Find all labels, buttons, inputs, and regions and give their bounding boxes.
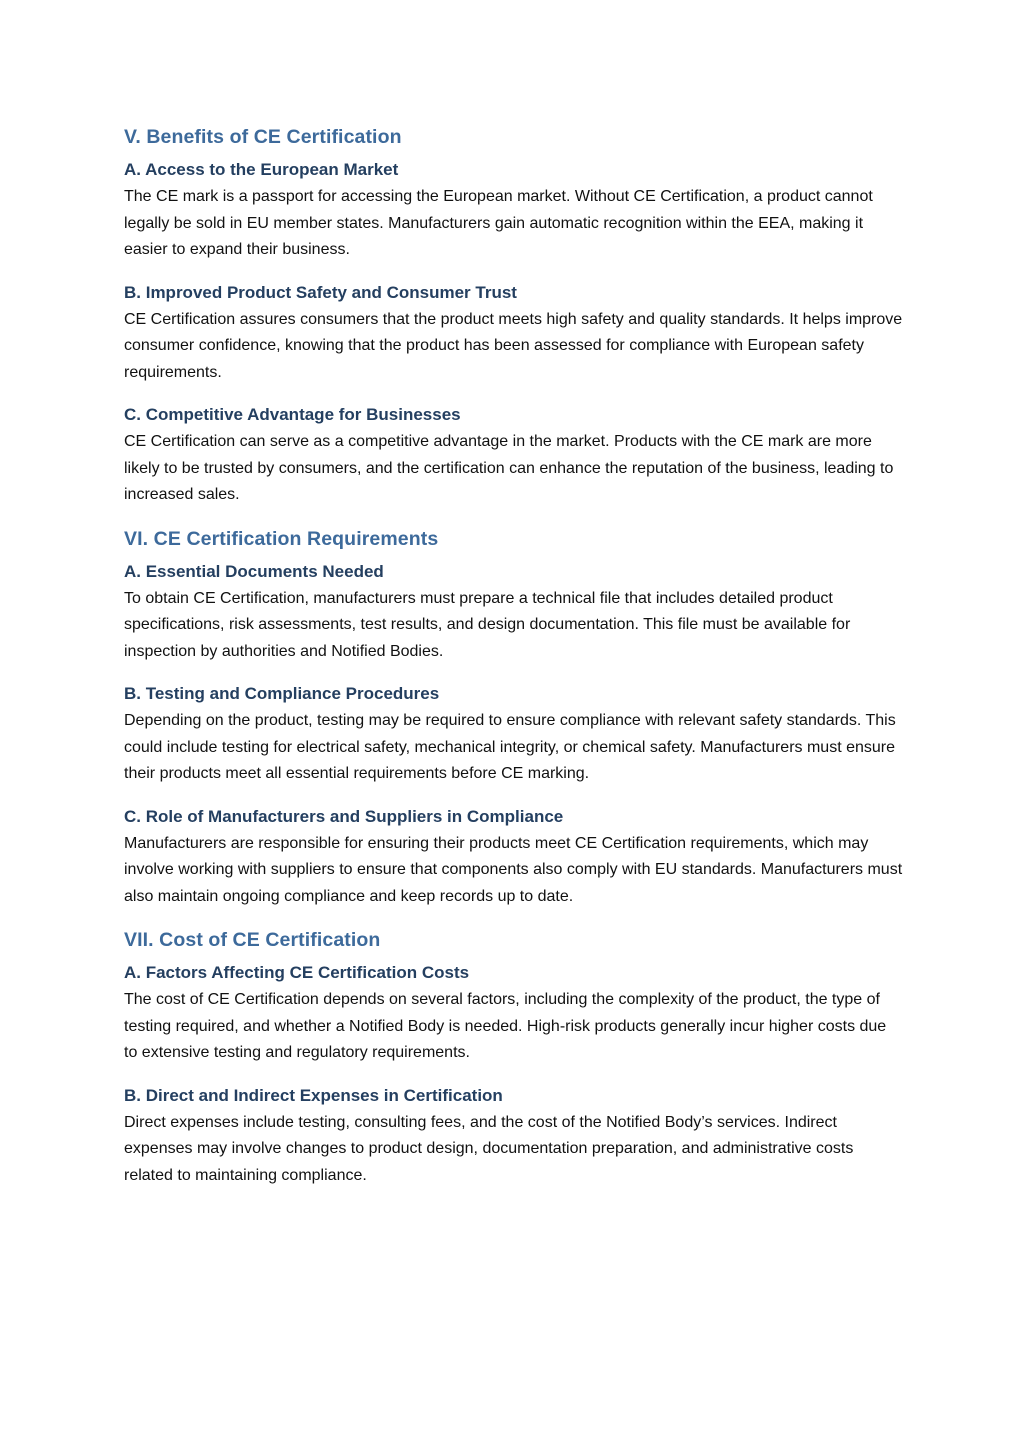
paragraph: Direct expenses include testing, consulting fees, and the cost of the Notified Body’s services. Indirect expenses may involve changes to product design, documentation preparation, and administrative costs related to maintaining compliance. [124,1113,854,1184]
paragraph: Manufacturers are responsible for ensuring their products meet CE Certification requirements, which may involve working with suppliers to ensure that components also comply with EU standards. Manufacturers must also maintain ongoing compliance and keep records up to date. [124,834,903,905]
subsection-heading: B. Direct and Indirect Expenses in Certification [124,1085,503,1105]
paragraph: The cost of CE Certification depends on several factors, including the complexity of the product, the type of testing required, and whether a Notified Body is needed. High-risk products generally incur higher costs due to extensive testing and regulatory requirements. [124,991,887,1061]
subsection-heading: A. Factors Affecting CE Certification Costs [124,963,470,982]
section-heading: VII. Cost of CE Certification [124,929,381,951]
subsection-heading: C. Competitive Advantage for Businesses [124,405,461,424]
section-heading: VI. CE Certification Requirements [124,527,439,550]
paragraph: CE Certification assures consumers that the product meets high safety and quality standards. It helps improve consumer confidence, knowing that the product has been assessed for compliance with European safety requirements. [124,310,903,381]
subsection-heading: C. Role of Manufacturers and Suppliers in Compliance [124,806,564,826]
section-cost [124,927,903,1189]
section-heading: V. Benefits of CE Certification [124,126,402,148]
paragraph: Depending on the product, testing may be required to ensure compliance with relevant safety standards. This could include testing for electrical safety, mechanical integrity, or chemical safety. Manufacturers must ensure their products meet all essential requirements before CE marking. [124,712,896,782]
subsection-heading: A. Essential Documents Needed [124,561,384,581]
subsection-heading: A. Access to the European Market [124,160,399,179]
paragraph: To obtain CE Certification, manufacturers must prepare a technical file that includes detailed product specifications, risk assessments, test results, and design documentation. This file must be available for inspection by authorities and Notified Bodies. [124,589,851,660]
subsection-heading: B. Improved Product Safety and Consumer Trust [124,282,517,302]
subsection-heading: B. Testing and Compliance Procedures [124,684,440,703]
section-requirements [124,526,903,911]
paragraph: CE Certification can serve as a competitive advantage in the market. Products with the CE mark are more likely to be trusted by consumers, and the certification can enhance the reputation of the business, leading to increased sales. [124,433,894,503]
paragraph: The CE mark is a passport for accessing the European market. Without CE Certification, a product cannot legally be sold in EU member states. Manufacturers gain automatic recognition within the EEA, making it easier to expand their business. [124,188,873,258]
section-benefits [124,124,903,509]
